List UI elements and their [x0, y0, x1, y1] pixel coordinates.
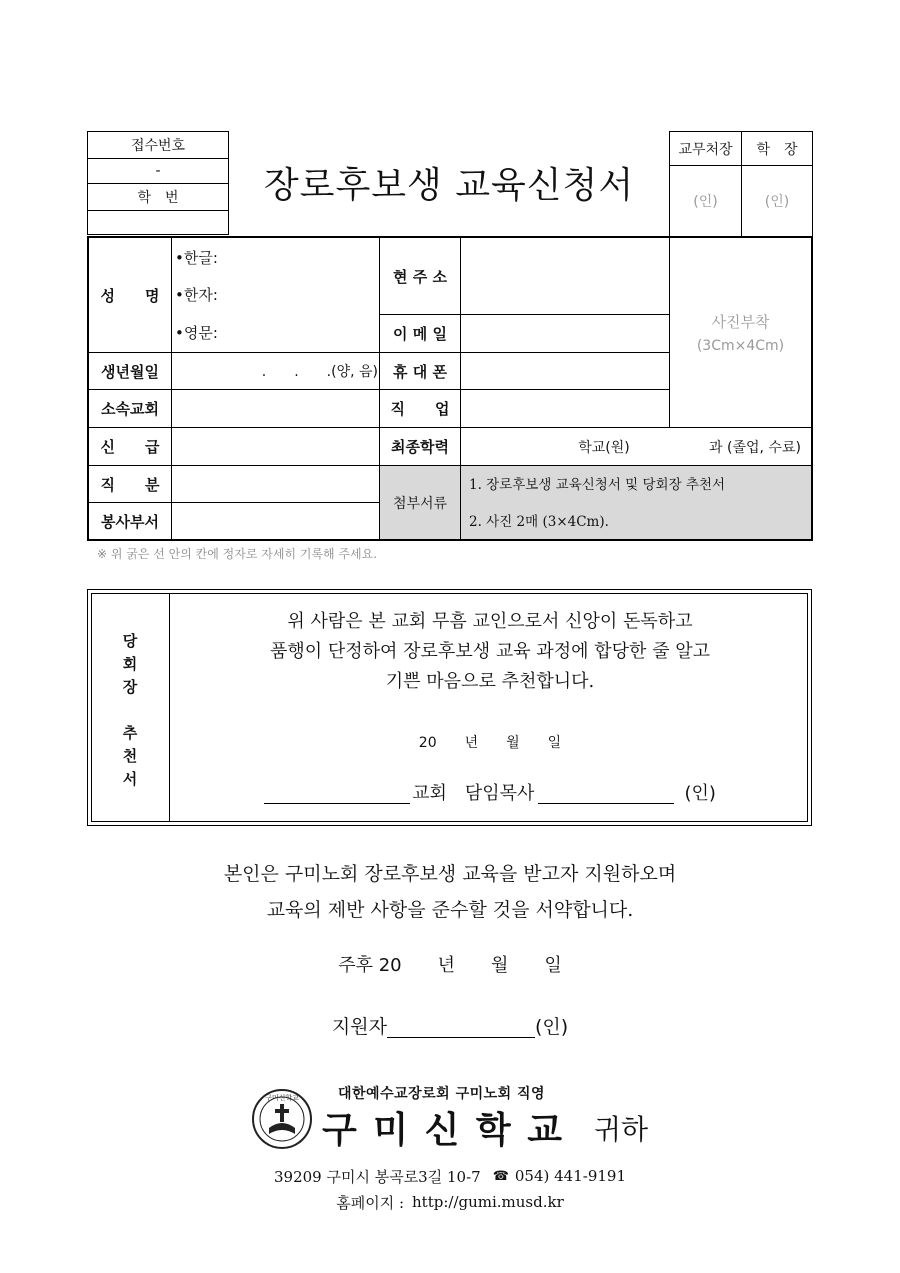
recommendation-date[interactable]: 20 년 월 일	[418, 735, 562, 751]
service-label: 봉사부서	[101, 512, 159, 531]
homepage-label: 홈페이지 :	[336, 1193, 405, 1212]
student-no-field[interactable]	[88, 211, 228, 234]
approval-label-president: 학 장	[756, 141, 798, 158]
education-label: 최종학력	[391, 438, 449, 456]
church-name-blank[interactable]	[264, 781, 410, 804]
receipt-label: 접수번호	[130, 138, 186, 154]
pledge-date[interactable]: 주후 20 년 월 일	[338, 955, 562, 976]
applicant-signature	[0, 1010, 900, 1040]
pastor-stamp[interactable]: (인)	[684, 783, 716, 804]
receipt-value: -	[155, 163, 161, 179]
position-field[interactable]	[172, 466, 379, 502]
pledge-text: 본인은 구미노회 장로후보생 교육을 받고자 지원하오며 교육의 제반 사항을 준수할 것을 서약합니다.	[223, 863, 677, 921]
photo-area[interactable]	[670, 238, 811, 427]
school-phone: 054) 441-9191	[514, 1167, 627, 1185]
service-field[interactable]	[172, 503, 379, 539]
name-hanja-field[interactable]: •한자:	[175, 285, 218, 304]
address-field[interactable]	[461, 238, 669, 314]
receipt-box	[87, 131, 229, 235]
name-english-field[interactable]: •영문:	[175, 323, 218, 342]
attachment-1: 1. 장로후보생 교육신청서 및 당회장 추천서	[469, 477, 726, 493]
phone-field[interactable]	[461, 353, 669, 389]
addressee-suffix: 귀하	[594, 1113, 649, 1146]
applicant-label: 지원자	[331, 1015, 387, 1038]
position-label: 직 분	[100, 475, 160, 494]
form-title: 장로후보생 교육신청서	[263, 164, 635, 206]
birth-label: 생년월일	[101, 362, 159, 381]
phone-icon: ☎	[492, 1168, 509, 1184]
church-label: 소속교회	[101, 400, 159, 418]
church-field[interactable]	[172, 390, 379, 427]
approval-stamp-dean-affairs[interactable]: (인)	[693, 194, 718, 210]
student-no-label: 학 번	[137, 190, 179, 206]
application-table	[87, 236, 813, 541]
pastor-name-blank[interactable]	[538, 781, 674, 804]
applicant-name-blank[interactable]	[387, 1013, 535, 1038]
job-label: 직 업	[390, 400, 450, 418]
approval-stamp-president[interactable]: (인)	[764, 194, 790, 210]
recommendation-box	[87, 589, 812, 826]
school-address: 39209 구미시 봉곡로3길 10-7	[273, 1167, 481, 1186]
job-field[interactable]	[461, 390, 669, 427]
form-note: ※ 위 굵은 선 안의 칸에 정자로 자세히 기록해 주세요.	[97, 547, 378, 561]
approval-box	[669, 131, 813, 237]
photo-label: 사진부착	[711, 313, 770, 331]
name-hangul-field[interactable]: •한글:	[175, 248, 218, 267]
phone-label: 휴 대 폰	[393, 362, 447, 381]
email-field[interactable]	[461, 315, 669, 352]
address-label: 현 주 소	[393, 267, 447, 286]
name-label: 성 명	[100, 286, 160, 305]
school-seal	[251, 1088, 313, 1150]
education-dept[interactable]: 과 (졸업, 수료)	[709, 439, 801, 456]
church-pastor-label: 교회 담임목사	[412, 783, 535, 804]
recommendation-side-label: 당 회 장 추 천 서	[122, 632, 138, 788]
school-seal-icon	[251, 1088, 313, 1150]
faith-label: 신 급	[100, 438, 160, 456]
school-homepage	[0, 1190, 900, 1214]
applicant-stamp[interactable]: (인)	[534, 1015, 569, 1038]
email-label: 이 메 일	[393, 325, 447, 343]
attach-label: 첨부서류	[392, 495, 448, 512]
faith-field[interactable]	[172, 428, 379, 465]
attachment-2: 2. 사진 2매 (3×4Cm).	[469, 514, 609, 530]
seal-text: 구미신학교	[265, 1094, 299, 1102]
school-name: 구 미 신 학 교	[322, 1109, 565, 1151]
homepage-link[interactable]: http://gumi.musd.kr	[412, 1193, 564, 1211]
school-operator: 대한예수교장로회 구미노회 직영	[338, 1086, 546, 1102]
education-school[interactable]: 학교(원)	[578, 439, 630, 456]
recommendation-signature	[170, 778, 810, 806]
recommendation-text: 위 사람은 본 교회 무흠 교인으로서 신앙이 돈독하고 품행이 단정하여 장로후보생 교육 과정에 합당한 줄 알고 기쁜 마음으로 추천합니다.	[270, 611, 710, 692]
birth-field[interactable]: . . .(양, 음)	[261, 364, 378, 380]
approval-label-dean-affairs: 교무처장	[678, 141, 733, 158]
school-contact	[0, 1164, 900, 1188]
photo-size: (3Cm×4Cm)	[696, 338, 785, 354]
